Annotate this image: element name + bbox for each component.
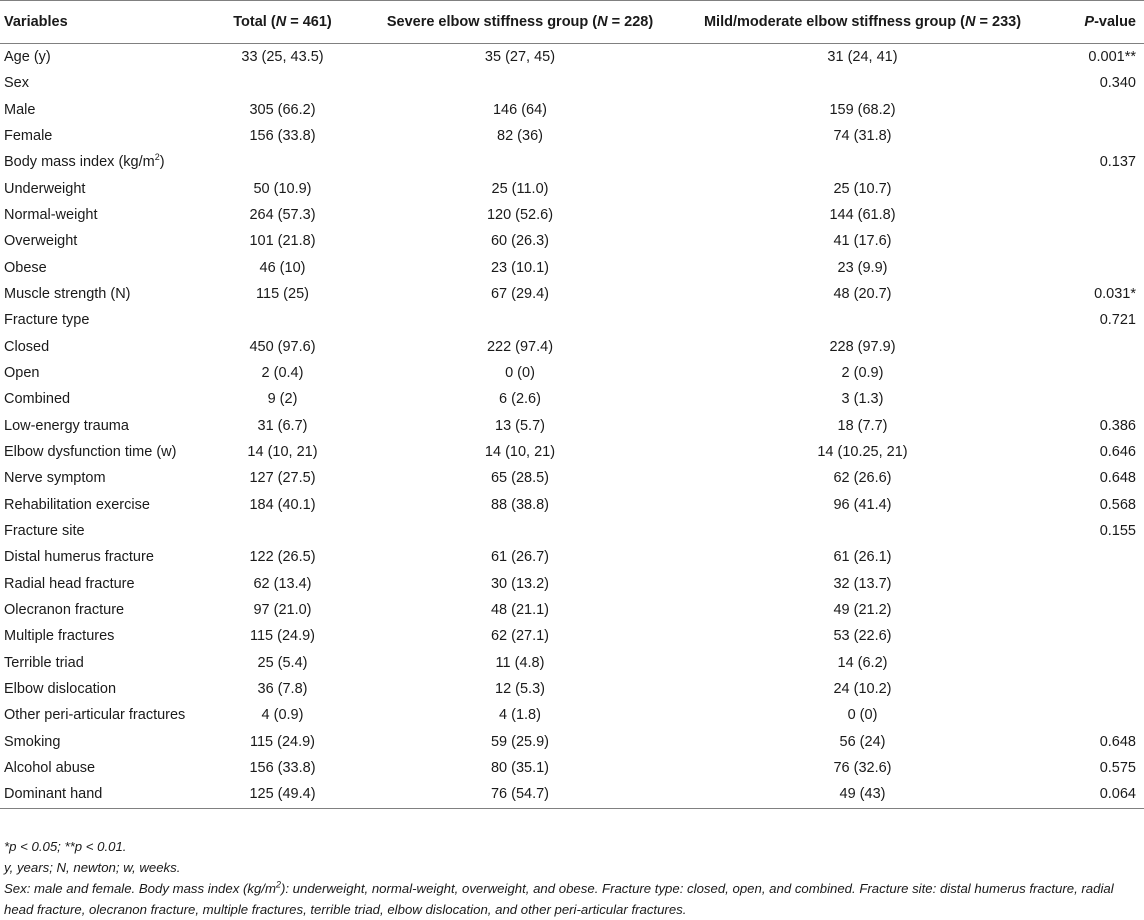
p-value-cell: 0.340 (1099, 75, 1136, 92)
severe-cell: 12 (5.3) (495, 681, 545, 698)
p-value-cell (1040, 255, 1144, 281)
table-row (0, 228, 1144, 254)
severe-cell: 25 (11.0) (491, 180, 549, 197)
table-row (0, 676, 1144, 702)
table-row (0, 413, 1144, 439)
table-row (0, 465, 1144, 491)
header-mild-moderate-group: Mild/moderate elbow stiffness group (N = 233) (685, 1, 1040, 44)
mild-moderate-cell (685, 518, 1040, 544)
severe-cell: 60 (26.3) (490, 233, 550, 250)
table-row (0, 781, 1144, 808)
variable-cell: Nerve symptom (4, 470, 106, 487)
severe-cell: 4 (1.8) (499, 707, 541, 724)
p-value-cell (1040, 676, 1144, 702)
mild-moderate-cell: 144 (61.8) (829, 207, 896, 224)
variable-cell: Fracture type (4, 312, 90, 329)
mild-moderate-cell (685, 149, 1040, 175)
severe-cell: 88 (38.8) (490, 496, 550, 513)
p-value-cell: 0.721 (1099, 312, 1136, 329)
total-cell: 62 (13.4) (253, 575, 312, 592)
total-cell: 4 (0.9) (261, 707, 304, 724)
mild-moderate-cell: 14 (6.2) (837, 654, 888, 671)
p-value-cell: 0.137 (1099, 154, 1136, 171)
total-cell (210, 149, 355, 175)
p-value-cell (1040, 702, 1144, 728)
table-row (0, 202, 1144, 228)
variable-cell: Low-energy trauma (4, 417, 129, 434)
table-row (0, 492, 1144, 518)
table-row (0, 650, 1144, 676)
table-row (0, 281, 1144, 307)
total-cell (210, 70, 355, 96)
severe-cell: 82 (36) (497, 128, 543, 145)
p-value-cell (1040, 334, 1144, 360)
p-value-cell: 0.646 (1099, 444, 1136, 461)
header-severe-group: Severe elbow stiffness group (N = 228) (355, 1, 685, 44)
header-variables: Variables (0, 1, 210, 44)
severe-cell (355, 70, 685, 96)
severe-cell: 76 (54.7) (355, 781, 685, 808)
mild-moderate-cell: 2 (0.9) (841, 365, 884, 382)
mild-moderate-cell: 56 (24) (839, 733, 886, 750)
total-cell: 97 (21.0) (253, 602, 312, 619)
total-cell: 25 (5.4) (257, 654, 308, 671)
variable-cell: Elbow dysfunction time (w) (4, 444, 177, 461)
severe-cell: 222 (97.4) (486, 338, 554, 355)
severe-cell (355, 149, 685, 175)
table-row (0, 255, 1144, 281)
table-row (0, 597, 1144, 623)
variable-cell: Elbow dislocation (4, 681, 117, 698)
total-cell: 2 (0.4) (261, 365, 304, 382)
total-cell: 115 (25) (256, 286, 309, 303)
variable-cell: Rehabilitation exercise (4, 496, 150, 513)
p-value-cell: 0.575 (1099, 760, 1136, 777)
mild-moderate-cell: 76 (32.6) (833, 760, 892, 777)
table-footnotes (4, 836, 1140, 920)
footnote-significance: *p < 0.05; **p < 0.01. (4, 839, 127, 854)
mild-moderate-cell: 25 (10.7) (833, 180, 892, 197)
total-cell: 46 (10) (259, 259, 306, 276)
variable-cell: Smoking (4, 733, 61, 750)
severe-cell: 35 (27, 45) (484, 49, 556, 66)
variable-cell: Distal humerus fracture (4, 549, 154, 566)
p-value-cell: 0.155 (1099, 523, 1136, 540)
mild-moderate-cell: 62 (26.6) (833, 470, 892, 487)
variable-cell: Age (y) (4, 49, 51, 66)
total-cell: 125 (49.4) (210, 781, 355, 808)
p-value-cell (1040, 597, 1144, 623)
total-cell: 9 (2) (267, 391, 298, 408)
p-value-cell: 0.386 (1099, 417, 1136, 434)
mild-moderate-cell: 23 (9.9) (837, 259, 888, 276)
table-row (0, 307, 1144, 333)
variable-cell: Muscle strength (N) (4, 286, 131, 303)
header-total: Total (N = 461) (210, 1, 355, 44)
p-value-cell (1040, 386, 1144, 412)
total-cell: 36 (7.8) (257, 681, 308, 698)
total-cell (210, 518, 355, 544)
p-value-cell (1040, 650, 1144, 676)
severe-cell: 6 (2.6) (499, 391, 541, 408)
severe-cell: 13 (5.7) (495, 417, 545, 434)
severe-cell: 120 (52.6) (486, 207, 554, 224)
mild-moderate-cell (685, 307, 1040, 333)
mild-moderate-cell: 14 (10.25, 21) (817, 444, 908, 461)
severe-cell: 23 (10.1) (490, 259, 550, 276)
total-cell: 101 (21.8) (249, 233, 316, 250)
variable-cell: Combined (4, 391, 71, 408)
table-row (0, 386, 1144, 412)
table-row (0, 702, 1144, 728)
p-value-cell (1040, 623, 1144, 649)
p-value-cell (1040, 544, 1144, 570)
variable-cell: Sex (4, 75, 29, 92)
variable-cell: Alcohol abuse (4, 760, 96, 777)
total-cell: 156 (33.8) (249, 760, 316, 777)
p-value-cell (1040, 202, 1144, 228)
mild-moderate-cell: 61 (26.1) (833, 549, 892, 566)
severe-cell: 0 (0) (505, 365, 535, 382)
variable-cell: Terrible triad (4, 654, 84, 671)
p-value-cell: 0.001** (1088, 49, 1136, 66)
header-p-value: P-value (1040, 1, 1144, 44)
variable-cell: Closed (4, 338, 50, 355)
severe-cell: 61 (26.7) (490, 549, 550, 566)
variable-cell: Normal-weight (4, 207, 98, 224)
total-cell: 115 (24.9) (249, 628, 316, 645)
severe-cell: 67 (29.4) (490, 286, 550, 303)
severe-cell: 80 (35.1) (490, 760, 550, 777)
variable-cell: Dominant hand (0, 781, 210, 808)
total-cell: 115 (24.9) (249, 733, 316, 750)
variable-cell: Obese (4, 259, 47, 276)
table-row (0, 360, 1144, 386)
variable-cell: Other peri-articular fractures (4, 707, 186, 724)
total-cell: 33 (25, 43.5) (241, 49, 324, 66)
p-value-cell (1040, 176, 1144, 202)
table-row (0, 149, 1144, 175)
total-cell: 50 (10.9) (253, 180, 312, 197)
variable-cell: Olecranon fracture (4, 602, 125, 619)
p-value-cell (1040, 97, 1144, 123)
total-cell: 14 (10, 21) (247, 444, 318, 461)
variable-cell: Radial head fracture (4, 575, 135, 592)
p-value-cell (1040, 360, 1144, 386)
total-cell: 31 (6.7) (257, 417, 308, 434)
mild-moderate-cell: 74 (31.8) (833, 128, 892, 145)
mild-moderate-cell: 96 (41.4) (833, 496, 892, 513)
total-cell (210, 307, 355, 333)
mild-moderate-cell: 159 (68.2) (829, 101, 896, 118)
variable-cell: Female (4, 128, 53, 145)
variable-cell: Overweight (4, 233, 78, 250)
table-row (0, 518, 1144, 544)
total-cell: 184 (40.1) (249, 496, 316, 513)
severe-cell (355, 307, 685, 333)
severe-cell: 62 (27.1) (490, 628, 550, 645)
mild-moderate-cell: 24 (10.2) (833, 681, 892, 698)
severe-cell: 30 (13.2) (490, 575, 550, 592)
p-value-cell (1040, 123, 1144, 149)
mild-moderate-cell: 18 (7.7) (837, 417, 888, 434)
total-cell: 450 (97.6) (249, 338, 316, 355)
table-row (0, 97, 1144, 123)
table-row (0, 70, 1144, 96)
mild-moderate-cell: 49 (43) (685, 781, 1040, 808)
severe-cell: 14 (10, 21) (484, 444, 556, 461)
severe-cell: 65 (28.5) (490, 470, 550, 487)
total-cell: 305 (66.2) (249, 101, 316, 118)
mild-moderate-cell (685, 70, 1040, 96)
mild-moderate-cell: 0 (0) (847, 707, 878, 724)
severe-cell: 59 (25.9) (490, 733, 550, 750)
mild-moderate-cell: 48 (20.7) (833, 286, 892, 303)
table-row (0, 571, 1144, 597)
variable-cell: Open (4, 365, 40, 382)
mild-moderate-cell: 3 (1.3) (841, 391, 884, 408)
footnote-categories: Sex: male and female. Body mass index $(kg/m^2)$: underweight, normal-weight, overweight, and obese. Fracture type: closed, open, and combined. Fracture site: distal humerus fracture, radial head fracture, olecranon fracture, multiple fractures, terrible triad, elbow dislocation, and other peri-articular fractures. (4, 879, 1114, 917)
table-row (0, 729, 1144, 755)
variable-cell: Fracture site (4, 523, 85, 540)
header-row (0, 1, 1144, 44)
table-row (0, 44, 1144, 71)
severe-cell: 146 (64) (492, 101, 547, 118)
p-value-cell: 0.648 (1099, 733, 1136, 750)
table-row (0, 334, 1144, 360)
variable-cell: Male (4, 101, 36, 118)
mild-moderate-cell: 228 (97.9) (829, 338, 896, 355)
p-value-cell: 0.031* (1094, 286, 1136, 303)
table-row (0, 176, 1144, 202)
mild-moderate-cell: 31 (24, 41) (827, 49, 898, 66)
table-row (0, 755, 1144, 781)
mild-moderate-cell: 49 (21.2) (833, 602, 892, 619)
mild-moderate-cell: 53 (22.6) (833, 628, 892, 645)
table-row (0, 123, 1144, 149)
table-row (0, 439, 1144, 465)
severe-cell (355, 518, 685, 544)
mild-moderate-cell: 32 (13.7) (833, 575, 892, 592)
p-value-cell (1040, 228, 1144, 254)
variable-cell: Body mass index $(kg/m^2)$ (4, 152, 165, 171)
p-value-cell (1040, 571, 1144, 597)
severe-cell: 11 (4.8) (495, 654, 545, 671)
mild-moderate-cell: 41 (17.6) (833, 233, 892, 250)
footnote-abbreviations: y, years; N, newton; w, weeks. (4, 860, 181, 875)
variable-cell: Underweight (4, 180, 86, 197)
table-row (0, 623, 1144, 649)
total-cell: 156 (33.8) (249, 128, 316, 145)
variable-cell: Multiple fractures (4, 628, 115, 645)
p-value-cell: 0.064 (1040, 781, 1144, 808)
table-row (0, 544, 1144, 570)
severe-cell: 48 (21.1) (490, 602, 550, 619)
p-value-cell: 0.648 (1099, 470, 1136, 487)
total-cell: 127 (27.5) (249, 470, 316, 487)
total-cell: 264 (57.3) (249, 207, 316, 224)
p-value-cell: 0.568 (1099, 496, 1136, 513)
total-cell: 122 (26.5) (249, 549, 316, 566)
